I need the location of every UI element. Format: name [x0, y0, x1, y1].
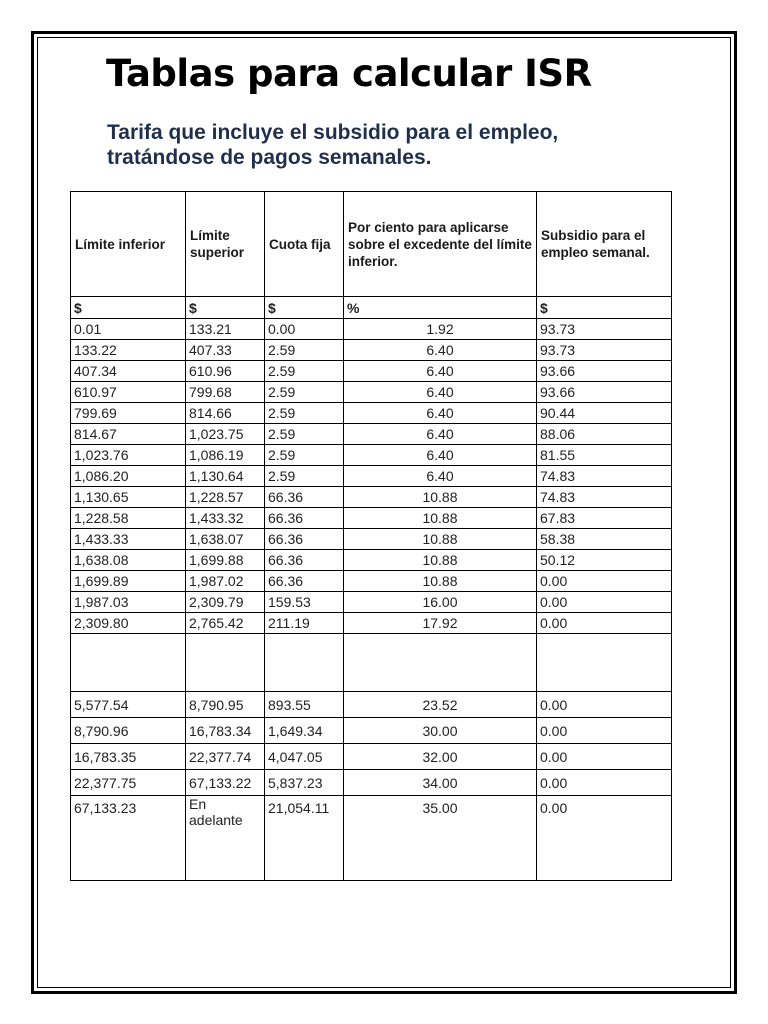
table-row — [71, 361, 672, 382]
unit-cell: $ — [186, 297, 265, 319]
table-cell: 93.73 — [537, 319, 672, 340]
table-cell: 66.36 — [265, 508, 344, 529]
table-row — [71, 744, 672, 770]
table-row — [71, 529, 672, 550]
table-cell: 2.59 — [265, 340, 344, 361]
table-cell: 0.00 — [537, 692, 672, 718]
table-row — [71, 403, 672, 424]
table-cell: 67.83 — [537, 508, 672, 529]
table-row — [71, 613, 672, 634]
header-subsidio: Subsidio para el empleo semanal. — [537, 192, 672, 297]
table-cell: 90.44 — [537, 403, 672, 424]
table-cell: 66.36 — [265, 529, 344, 550]
table-cell: 159.53 — [265, 592, 344, 613]
table-cell-empty — [537, 634, 672, 692]
table-cell: 1.92 — [344, 319, 537, 340]
table-cell: 1,987.03 — [71, 592, 186, 613]
table-cell: 2.59 — [265, 361, 344, 382]
table-cell: 10.88 — [344, 508, 537, 529]
table-cell: 66.36 — [265, 550, 344, 571]
table-cell: 6.40 — [344, 445, 537, 466]
table-cell: 5,577.54 — [71, 692, 186, 718]
table-cell: 35.00 — [344, 796, 537, 881]
table-cell: 799.68 — [186, 382, 265, 403]
table-cell: 0.01 — [71, 319, 186, 340]
table-cell: 2,765.42 — [186, 613, 265, 634]
table-cell: 6.40 — [344, 424, 537, 445]
table-cell: 1,086.19 — [186, 445, 265, 466]
table-cell: 1,433.32 — [186, 508, 265, 529]
table-cell: 21,054.11 — [265, 796, 344, 881]
table-cell: 0.00 — [537, 571, 672, 592]
table-row — [71, 550, 672, 571]
table-row — [71, 424, 672, 445]
table-cell: 1,023.75 — [186, 424, 265, 445]
table-cell: 2.59 — [265, 445, 344, 466]
unit-cell: $ — [71, 297, 186, 319]
table-cell: 30.00 — [344, 718, 537, 744]
table-cell: 1,228.57 — [186, 487, 265, 508]
table-cell: 6.40 — [344, 361, 537, 382]
table-cell: 1,086.20 — [71, 466, 186, 487]
table-cell: 67,133.23 — [71, 796, 186, 881]
table-row — [71, 718, 672, 744]
table-header-row — [71, 192, 672, 297]
table-cell: 58.38 — [537, 529, 672, 550]
table-cell: 1,649.34 — [265, 718, 344, 744]
table-cell: En adelante — [186, 796, 265, 881]
table-cell: 2,309.79 — [186, 592, 265, 613]
table-cell: 4,047.05 — [265, 744, 344, 770]
table-cell: 10.88 — [344, 550, 537, 571]
table-cell: 211.19 — [265, 613, 344, 634]
table-cell: 2,309.80 — [71, 613, 186, 634]
table-cell: 10.88 — [344, 571, 537, 592]
table-cell: 2.59 — [265, 403, 344, 424]
table-cell: 1,699.89 — [71, 571, 186, 592]
table-cell: 81.55 — [537, 445, 672, 466]
table-cell: 10.88 — [344, 487, 537, 508]
table-cell: 1,130.64 — [186, 466, 265, 487]
table-cell: 2.59 — [265, 424, 344, 445]
table-cell: 610.97 — [71, 382, 186, 403]
header-limite-inferior: Límite inferior — [71, 192, 186, 297]
table-cell: 1,638.08 — [71, 550, 186, 571]
table-cell-empty — [265, 634, 344, 692]
table-row — [71, 796, 672, 881]
table-cell: 814.66 — [186, 403, 265, 424]
table-row — [71, 487, 672, 508]
table-cell-empty — [71, 634, 186, 692]
table-cell: 16,783.34 — [186, 718, 265, 744]
table-cell: 23.52 — [344, 692, 537, 718]
table-cell: 74.83 — [537, 466, 672, 487]
table-cell: 2.59 — [265, 382, 344, 403]
table-cell: 0.00 — [537, 592, 672, 613]
table-cell: 32.00 — [344, 744, 537, 770]
table-cell: 22,377.75 — [71, 770, 186, 796]
table-cell: 1,130.65 — [71, 487, 186, 508]
table-cell: 2.59 — [265, 466, 344, 487]
table-cell: 8,790.96 — [71, 718, 186, 744]
table-cell: 74.83 — [537, 487, 672, 508]
table-gap-row — [71, 634, 672, 692]
table-row — [71, 382, 672, 403]
table-cell: 66.36 — [265, 571, 344, 592]
table-cell: 0.00 — [537, 613, 672, 634]
unit-cell: % — [344, 297, 537, 319]
table-row — [71, 445, 672, 466]
table-cell: 10.88 — [344, 529, 537, 550]
table-cell: 34.00 — [344, 770, 537, 796]
table-cell: 133.21 — [186, 319, 265, 340]
table-cell: 67,133.22 — [186, 770, 265, 796]
header-cuota-fija: Cuota fija — [265, 192, 344, 297]
table-row — [71, 770, 672, 796]
table-cell-empty — [186, 634, 265, 692]
unit-cell: $ — [265, 297, 344, 319]
page-subtitle: Tarifa que incluye el subsidio para el empleo, tratándose de pagos semanales. — [107, 121, 559, 169]
table-cell: 1,433.33 — [71, 529, 186, 550]
table-cell: 22,377.74 — [186, 744, 265, 770]
table-cell: 814.67 — [71, 424, 186, 445]
table-cell: 0.00 — [537, 744, 672, 770]
table-cell: 6.40 — [344, 466, 537, 487]
header-limite-superior: Límite superior — [186, 192, 265, 297]
table-cell: 133.22 — [71, 340, 186, 361]
table-cell: 893.55 — [265, 692, 344, 718]
table-row — [71, 319, 672, 340]
table-cell: 1,228.58 — [71, 508, 186, 529]
table-cell: 88.06 — [537, 424, 672, 445]
table-cell: 93.73 — [537, 340, 672, 361]
table-row — [71, 508, 672, 529]
table-cell: 0.00 — [537, 718, 672, 744]
table-cell: 16,783.35 — [71, 744, 186, 770]
table-cell: 0.00 — [265, 319, 344, 340]
table-units-row — [71, 297, 672, 319]
table-cell: 1,987.02 — [186, 571, 265, 592]
table-cell-empty — [344, 634, 537, 692]
table-cell: 610.96 — [186, 361, 265, 382]
table-cell: 6.40 — [344, 382, 537, 403]
table-row — [71, 466, 672, 487]
table-cell: 8,790.95 — [186, 692, 265, 718]
page-title: Tablas para calcular ISR — [106, 52, 592, 95]
table-row — [71, 692, 672, 718]
table-cell: 16.00 — [344, 592, 537, 613]
table-cell: 17.92 — [344, 613, 537, 634]
table-row — [71, 571, 672, 592]
header-por-ciento: Por ciento para aplicarse sobre el excedente del límite inferior. — [344, 192, 537, 297]
table-cell: 407.33 — [186, 340, 265, 361]
table-cell: 50.12 — [537, 550, 672, 571]
table-cell: 66.36 — [265, 487, 344, 508]
table-cell: 6.40 — [344, 340, 537, 361]
table-cell: 0.00 — [537, 770, 672, 796]
table-cell: 93.66 — [537, 382, 672, 403]
table-cell: 407.34 — [71, 361, 186, 382]
table-cell: 5,837.23 — [265, 770, 344, 796]
table-cell: 1,638.07 — [186, 529, 265, 550]
table-cell: 1,023.76 — [71, 445, 186, 466]
table-cell: 93.66 — [537, 361, 672, 382]
table-cell: 799.69 — [71, 403, 186, 424]
table-row — [71, 340, 672, 361]
unit-cell: $ — [537, 297, 672, 319]
table-cell: 0.00 — [537, 796, 672, 881]
table-row — [71, 592, 672, 613]
table-cell: 6.40 — [344, 403, 537, 424]
isr-table — [70, 191, 672, 881]
table-cell: 1,699.88 — [186, 550, 265, 571]
